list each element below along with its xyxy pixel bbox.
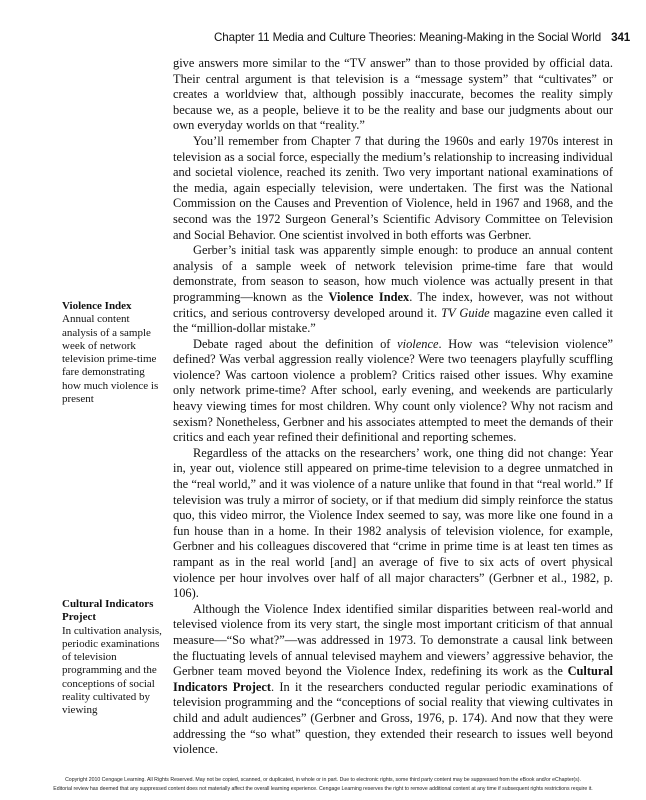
paragraph-6 (173, 602, 613, 758)
paragraph-3-text-a: Gerber’s initial task was apparently simple enough: to produce an annual content analysis of a sample week of network television prime-time fare that would demonstrate, from season to season, how much violence was actually present in that programming—known as the (173, 243, 613, 304)
tv-guide-title: TV Guide (441, 305, 490, 320)
paragraph-3-text-b: . The index, however, was not without critics, and serious controversy developed around it. (173, 289, 614, 320)
violence-emphasis: violence (397, 336, 439, 351)
editorial-notice: Editorial review has deemed that any suppressed content does not materially affect the overall learning experience. Cengage Learning reserves the right to remove additional content at any time if subsequent rights restrictions require it. (53, 786, 593, 792)
paragraph-4-text-b: . How was “television violence” defined? Was verbal aggression really violence? Were two teenagers playfully scuffling violence? Was cartoon violence a problem? Critics raised other issues. Why examine only network prime-time? After school, early evening, and weekends are particularly heavy viewing times for most children. Why count only violence? Why not racism and sexism? Nonetheless, Gerbner and his associates attempted to meet the demands of their critics and each year refined their definitional and reporting schemes. (173, 336, 613, 445)
paragraph-1: give answers more similar to the “TV answer” than to those provided by official data. Their central argument is that television is a “message system” that “cultivates” or creates a worldview that, although possibly inaccurate, becomes the reality simply because we, as a people, believe it to be the reality and base our judgments about our own everyday worlds on that “reality.” (173, 56, 613, 133)
paragraph-4 (173, 337, 613, 446)
margin-note-violence-index (62, 300, 162, 406)
margin-note-cultural-indicators (62, 598, 162, 718)
running-head (214, 31, 631, 44)
paragraph-3 (173, 243, 613, 337)
paragraph-5: Regardless of the attacks on the researchers’ work, one thing did not change: Year in, year out, violence still appeared on prime-time television to a degree unmatched in the “real world,” and it was violence of a nature unlike that found in that “real world.” If television was truly a mirror of society, or if that medium did simply reinforce the status quo, this video mirror, the Violence Index seemed to say, was more like one found in a fun house than in a home. In their 1982 analysis of television violence, for example, Gerbner and his colleagues discovered that “crime in prime time is at least ten times as rampant as in the real world [and] an average of five to six acts of overt physical violence per hour involves over half of all major characters” (Gerbner et al., 1982, p. 106). (173, 445, 613, 601)
paragraph-4-text-a: Debate raged about the definition of (193, 336, 398, 351)
body-text (173, 56, 613, 758)
margin-note-definition: Annual content analysis of a sample week of network television prime-time fare demonstrating how much violence is present (62, 313, 159, 406)
margin-note-definition: In cultivation analysis, periodic examinations of television programming and the conceptions of social reality cultivated by viewing (62, 624, 162, 717)
copyright-notice: Copyright 2010 Cengage Learning. All Rights Reserved. May not be copied, scanned, or duplicated, in whole or in part. Due to electronic rights, some third party content may be suppressed from the eBook and/or eChapter(s). (65, 777, 581, 783)
paragraph-3-text-c: magazine even called it the “million-dollar mistake.” (173, 305, 613, 336)
paragraph-6-text-a: Although the Violence Index identified similar disparities between real-world and televised violence from its very start, the single most important criticism of that annual measure—“So what?”—was addressed in 1973. To demonstrate a causal link between the fluctuating levels of annual televised mayhem and viewers’ aggressive behavior, the Gerbner team moved beyond the Violence Index, redefining its work as the (173, 601, 613, 679)
margin-note-title: Cultural Indicators Project (62, 598, 154, 624)
paragraph-2: You’ll remember from Chapter 7 that during the 1960s and early 1970s interest in television as a social force, especially the medium’s relationship to increasing individual and societal violence, reached its zenith. Two very important national examinations of the media, again especially television, were undertaken. The first was the National Commission on the Causes and Prevention of Violence, held in 1967 and 1968, and the second was the 1972 Surgeon General’s Scientific Advisory Committee on Television and Social Behavior. One scientist involved in both efforts was Gerbner. (173, 133, 613, 242)
key-term-violence-index: Violence Index (328, 289, 410, 304)
paragraph-6-text-b: . In it the researchers conducted regular periodic examinations of television programming and the “conceptions of social reality that viewing cultivates in child and adult audiences” (Gerbner and Gross, 1976, p. 174). And now that they were addressing the “so what” question, they extended their research to issues well beyond violence. (173, 679, 613, 757)
page-number: 341 (611, 31, 631, 44)
margin-note-title: Violence Index (62, 300, 132, 312)
chapter-title: Chapter 11 Media and Culture Theories: Meaning-Making in the Social World (214, 31, 602, 44)
key-term-cultural-indicators: Cultural Indicators Project (173, 664, 613, 694)
